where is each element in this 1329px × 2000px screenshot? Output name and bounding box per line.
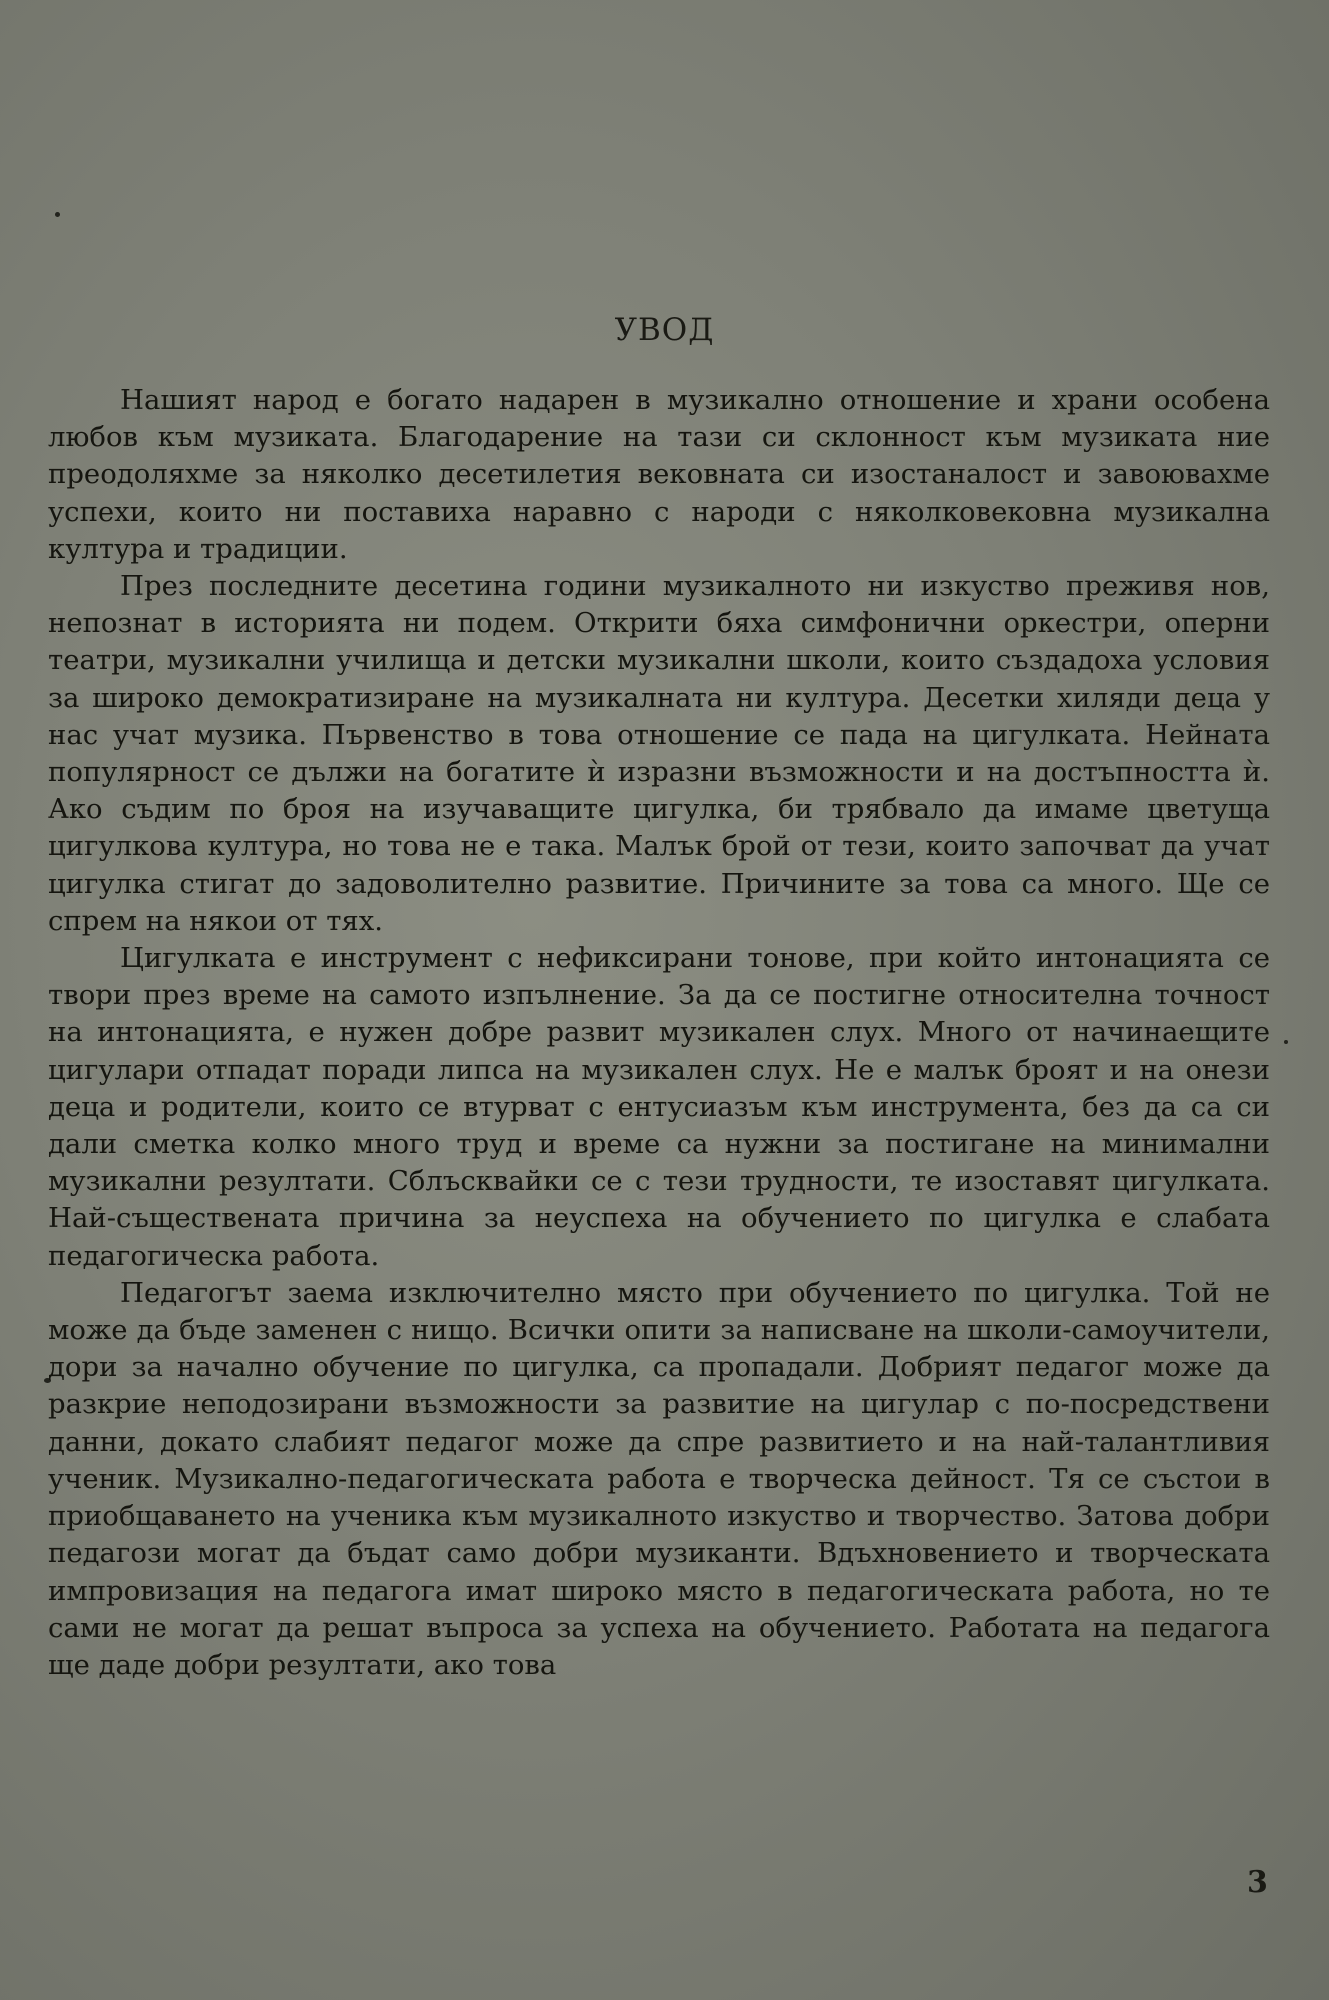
- paper-speck: [1284, 1040, 1288, 1044]
- paragraph-1: Нашият народ е богато надарен в музикално отношение и храни особена любов към музиката. Благодарение на тази си склонност към музиката ние преодоляхме за няколко десетилетия вековната си изостаналост и завоювахме успехи, които ни поставиха наравно с народи с няколковековна музикална култура и традиции.: [48, 384, 1270, 565]
- chapter-title: УВОД: [614, 312, 715, 348]
- page-number: 3: [1247, 1865, 1268, 1900]
- body-text: [48, 382, 1270, 1684]
- paragraph-2: През последните десетина години музикалното ни изкуство преживя нов, непознат в историята ни подем. Открити бяха симфонични оркестри, оперни театри, музикални училища и детски музикални школи, които създадоха условия за широко демократизиране на музикалната ни култура. Десетки хиляди деца у нас учат музика. Първенство в това отношение се пада на цигулката. Нейната популярност се дължи на богатите ѝ изразни възможности и на достъпността ѝ. Ако съдим по броя на изучаващите цигулка, би трябвало да имаме цветуща цигулкова култура, но това не е така. Малък брой от тези, които започват да учат цигулка стигат до задоволително развитие. Причините за това са много. Ще се спрем на някои от тях.: [48, 570, 1270, 937]
- paragraph-3: Цигулката е инструмент с нефиксирани тонове, при който интонацията се твори през време на самото изпълнение. За да се постигне относителна точност на интонацията, е нужен добре развит музикален слух. Много от начинаещите цигулари отпадат поради липса на музикален слух. Не е малък броят и на онези деца и родители, които се втурват с ентусиазъм към инструмента, без да са си дали сметка колко много труд и време са нужни за постигане на минимални музикални резултати. Сблъсквайки се с тези трудности, те изоставят цигулката. Най-съществената причина за неуспеха на обучението по цигулка е слабата педагогическа работа.: [48, 942, 1270, 1272]
- paragraph-4: Педагогът заема изключително място при обучението по цигулка. Той не може да бъде заменен с нищо. Всички опити за написване на школи-самоучители, дори за начално обучение по цигулка, са пропадали. Добрият педагог може да разкрие неподозирани възможности за развитие на цигулар с по-посредствени данни, докато слабият педагог може да спре развитието и на най-талантливия ученик. Музикално-педагогическата работа е творческа дейност. Тя се състои в приобщаването на ученика към музикалното изкуство и творчество. Затова добри педагози могат да бъдат само добри музиканти. Вдъхновението и творческата импровизация на педагога имат широко място в педагогическата работа, но те сами не могат да решат въпроса за успеха на обучението. Работата на педагога ще даде добри резултати, ако това: [48, 1276, 1270, 1681]
- paper-speck: [55, 212, 60, 217]
